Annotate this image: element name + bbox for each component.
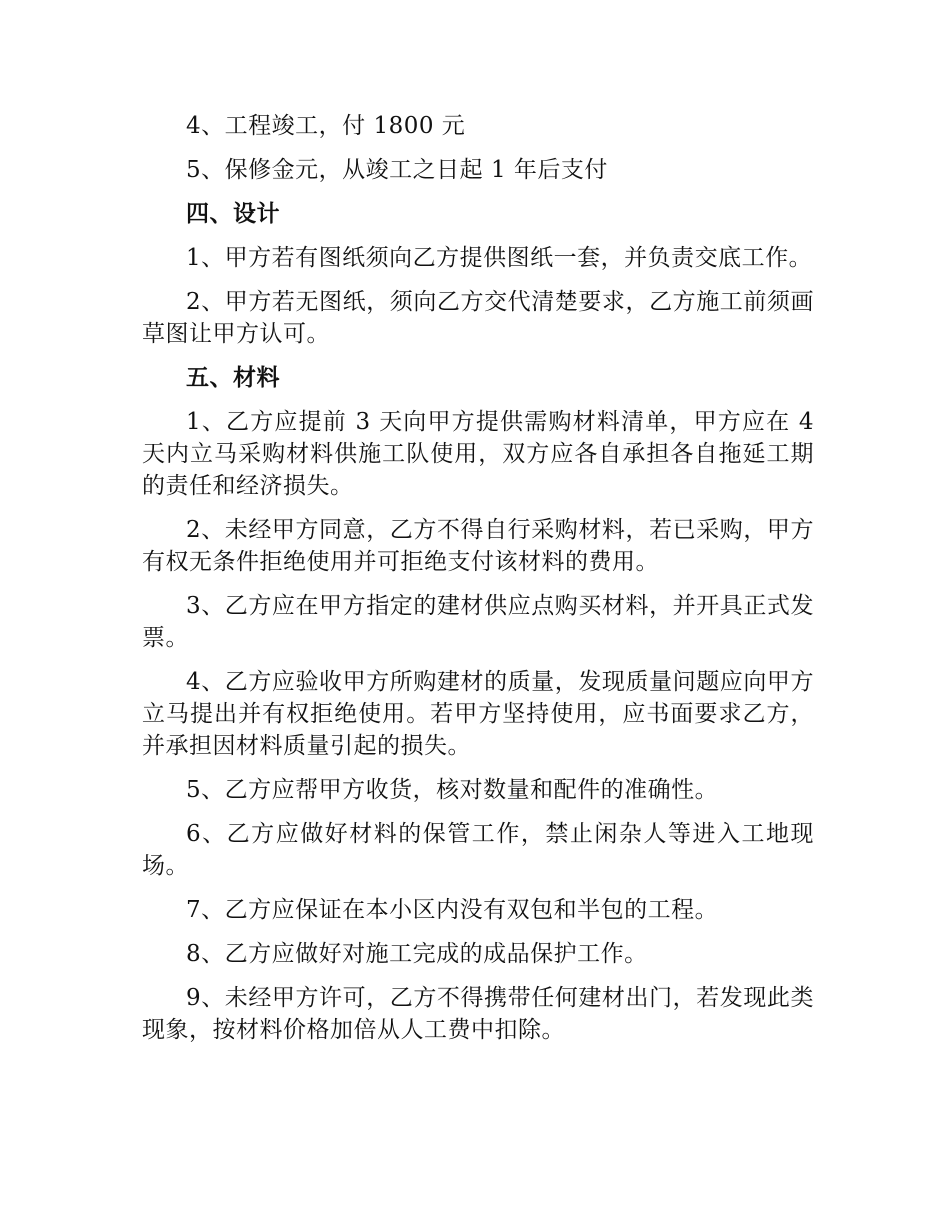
clause-3-item-5: 5、保修金元，从竣工之日起 1 年后支付 [186, 157, 608, 183]
clause-3-item-4: 4、工程竣工，付 1800 元 [186, 113, 466, 139]
materials-item-3: 3、乙方应在甲方指定的建材供应点购买材料，并开具正式发票。 [142, 593, 814, 651]
materials-item-6: 6、乙方应做好材料的保管工作，禁止闲杂人等进入工地现场。 [142, 821, 814, 879]
materials-item-5: 5、乙方应帮甲方收货，核对数量和配件的准确性。 [186, 777, 719, 803]
section-heading-design: 四、设计 [186, 201, 280, 227]
materials-item-1: 1、乙方应提前 3 天向甲方提供需购材料清单，甲方应在 4 天内立马采购材料供施工队使用，双方应各自承担各自拖延工期的责任和经济损失。 [142, 409, 814, 499]
design-item-1: 1、甲方若有图纸须向乙方提供图纸一套，并负责交底工作。 [186, 245, 813, 271]
materials-item-2: 2、未经甲方同意，乙方不得自行采购材料，若已采购，甲方有权无条件拒绝使用并可拒绝支付该材料的费用。 [142, 517, 814, 575]
materials-item-4: 4、乙方应验收甲方所购建材的质量，发现质量问题应向甲方立马提出并有权拒绝使用。若甲方坚持使用，应书面要求乙方，并承担因材料质量引起的损失。 [142, 669, 814, 759]
materials-item-8: 8、乙方应做好对施工完成的成品保护工作。 [186, 941, 648, 967]
materials-item-7: 7、乙方应保证在本小区内没有双包和半包的工程。 [186, 897, 719, 923]
design-item-2: 2、甲方若无图纸，须向乙方交代清楚要求，乙方施工前须画草图让甲方认可。 [142, 289, 814, 347]
materials-item-9: 9、未经甲方许可，乙方不得携带任何建材出门，若发现此类现象，按材料价格加倍从人工费中扣除。 [142, 985, 814, 1043]
section-heading-materials: 五、材料 [186, 365, 280, 391]
document-page [142, 110, 814, 1058]
